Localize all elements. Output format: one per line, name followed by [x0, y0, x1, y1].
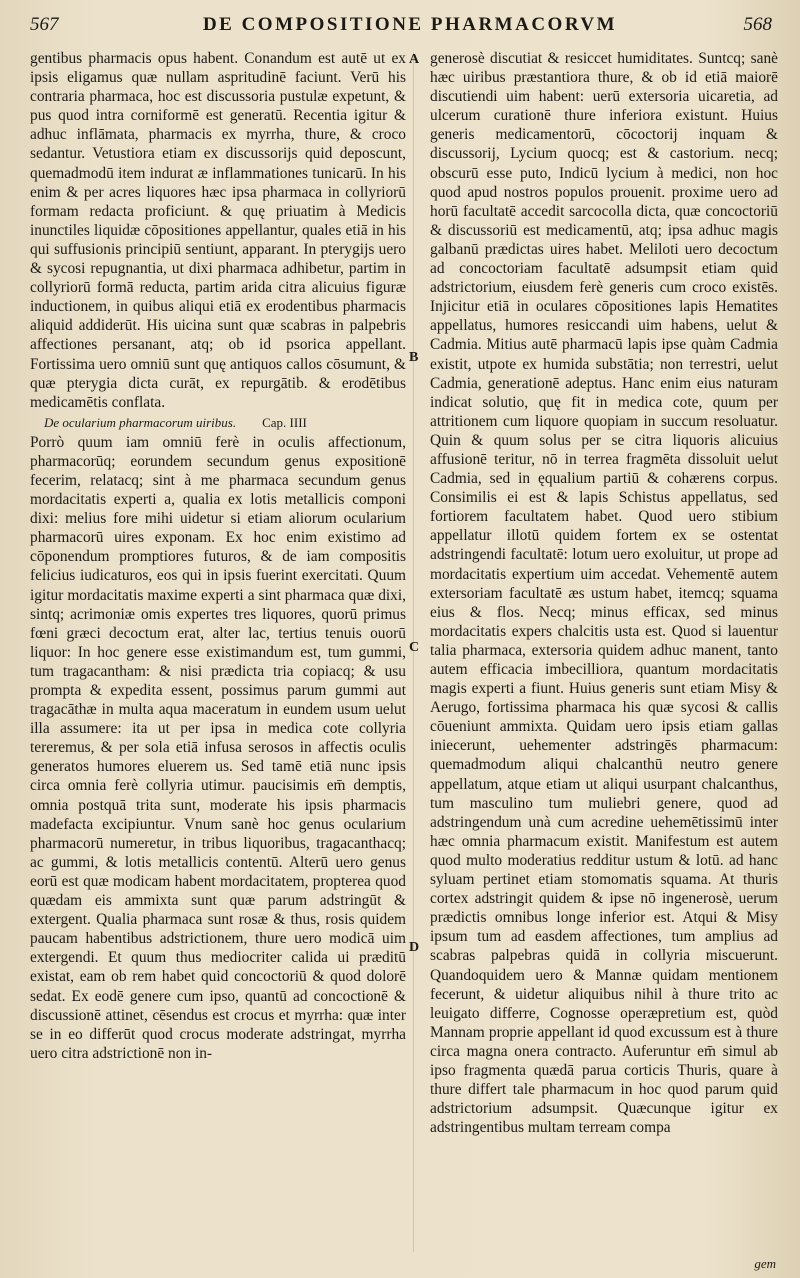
catchword: gem — [754, 1256, 776, 1271]
running-title: DE COMPOSITIONE PHARMACORVM — [202, 14, 618, 35]
margin-letter-c: C — [409, 640, 420, 655]
chapter-title: De ocularium pharmacorum uiribus. — [44, 414, 237, 430]
chapter-heading — [30, 415, 406, 431]
margin-letter-a: A — [409, 52, 420, 67]
margin-letter-b: B — [409, 350, 419, 365]
right-column — [430, 49, 778, 1271]
body-paragraph: generosè discutiat & resiccet humiditates. Suntcq; sanè hæc uiribus præstantiora thure, & ob id etiā maiorē discutiendi uim habent: uerū extersoria uicaretia, ad ulcerum curationē thure inferiora existunt. Huius generis medicamentorū, cōcoctorij inquam & discussorij, Lycium quocq; est & castorium. necq; obscurū esse puto, Indicū lycium à medici, non hoc quod apud nostros populos prouenit. proxime uero ad horū facultatē accedit sarcocolla dicta, quæ concoctoriū & discussoriū est medicamentū, atq; ipsa adhuc magis galbanū prædictas uires habet. Meliloti uero decoctum ad concoctoriam facultatē adsumpsit etiam quid adstrictorium, eiusdem ferè generis cum croco existēs. Injicitur etiā in oculares cōpositiones lapis Hematites appellatus, humores resiccandi uim habens, uelut & Cadmia. Mitius autē pharmacū lapis ipse quàm Cadmia existit, utpote ex humida substātia; non terrestri, uelut Cadmia, generationē adeptus. Hanc enim eius naturam indicat solutio, quę fit in medica cote, quum per attritionem cum liquore quopiam in succum resoluatur. Quin & quum solus per se citra liquoris alicuius affusionē teritur, nō in terrea fragmēta dissoluit uelut Cadmia, sed in ęqualium partiū & cohærens corpus. Consimilis ei est & lapis Schistus appellatus, sed fortiorem facultatem habet. Quod uero stibium appellatur illotū quidem fortem ex se ostentat adstringendi facultatē: lotum uero exoluitur, ut prope ad mordacitatis expertium uim accedat. Vehementē autem extersoriam facultatē æs ustum habet, itemcq; squama eius & flos. Necq; minus efficax, sed minus mordacitatis expers chalcitis usta est. Quod si lauentur talia pharmaca, extersoria quidem adhuc manent, tanto autem efficacia imbecilliora, quantum mordacitatis magis experti a fiunt. Huius generis sunt etiam Misy & Aerugo, fortissima pharmaca his quæ sycosi & callis cōueniunt ammixta. Quidam uero ipsis etiam gallas iniecerunt, uehementer adstringēs pharmacum: quemadmodum aliqui chalcanthū neutro genere appellatum, atque etiam ut aliqui usurpant chalcanthus, tum masculino tum muliebri genere, quod ad adstringendum unà cum acredine uehemētissimū inter hæc omnia pharmacum existit. Manifestum est autem quod multo moderatius redditur ustum & lotū. ad hanc syluam pertinet etiam stomomatis squama. At thuris cortex adstringit quidem & ipse nō ingenerosè, uerum prædictis omnibus longe inferior est. Atqui & Misy ipsum tum ad easdem affectiones, tum amplius ad scabras palpebras quidā in collyria miscuerunt. Quandoquidem uero & Mannæ quidam mentionem fecerunt, & uidetur aliquibus nihil à thure trito ac leuigato differre, Cognosse operæpretium est, quòd Mannam proprie appellant id quod excussum est à thure circa magna onera contracto. Auferuntur em̄ simul ab ipso fragmenta quædā parua corticis Thuris, quare à thure differt tale pharmacum in hoc quod parum quid adstrictorium adsumpsit. Quæcunque igitur ex adstringentibus multam terream compa — [430, 50, 778, 1137]
body-paragraph: gentibus pharmacis opus habent. Conandum est autē ut ex ipsis eligamus quæ nullam aspritudinē faciunt. Verū his contraria pharmaca, hoc est discussoria pustulæ expetunt, & pus quod intra corniformē est generatū. Recentia igitur & adhuc inflāmata, pharmacis ex myrrha, thure, & croco sedantur. Vetustiora etiam ex discussorijs quid deposcunt, quemadmodū item indurat æ inflammationes tunicarū. In his enim & per acres liquores hæc ipsa pharmaca in collyriorū formam redacta proficiunt. & quę priuatim à Medicis inunctiles liquidæ cōpositiones appellantur, quales etiā in his qui suffusionis principiū sentiunt, apparant. In pterygijs uero & sycosi repugnantia, ut dixi pharmaca adhibetur, partim in collyriorū formā reducta, partim arida citra alicuius figuræ inductionem, in quibus aliqui etiā ex erodentibus pharmacis aliquid addiderūt. His uicina sunt quæ scabras in palpebris affectiones persanant, atq; ob id psorica appellant. Fortissima uero omniū sunt quę antiquos callos cōsumunt, & quæ pterygia dicta curāt, ex repurgātib. & erodētibus medicamētis conflata. — [30, 50, 406, 411]
margin-letter-d: D — [409, 940, 420, 955]
left-column — [30, 49, 406, 1271]
body-paragraph: Porrò quum iam omniū ferè in oculis affectionum, pharmacorūq; eorundem secundum genus expositionē fecerim, relatacq; sint à me pharmaca secundum genus mordacitatis experti a, qualia ex lotis metallicis componi dixi: melius fore mihi uidetur si etiam aliorum ocularium pharmacorū uires exponam. Ex hoc enim existimo ad cōponendum promptiores futuros, & de iam compositis felicius iudicaturos, eos qui in ipsis fuerint exercitati. Quum igitur mordacitatis maxime experti a sint pharmaca quæ dixi, sintq; acrimoniæ omis expertes tres liquores, quorū primus fœni græci decoctum erat, alter lac, tertius tenuis ouorū liquor: In hoc genere esse existimandum est, tum gummi, tum tragacantham: & nisi prædicta tria copiacq; & usu prompta & expedita essent, possimus parum gummi aut tragacāthæ in multa aqua maceratum in eundem usum uelut illa assumere: ita ut per ipsa in medica cote collyria tereremus, & per sola etiā infusa serosos in affectis oculis generatos humores eluerem us. Sed tamē etiā nunc ipsis circa omnia ferè collyria utimur. paucisimis em̄ demptis, omnia postquā trita sunt, moderate his ipsis pharmacis madefacta excipiuntur. Vnum sanè hoc genus ocularium pharmacorū numeretur, in tribus liquoribus, tragacanthacq; ac gummi, & lotis metallicis contentū. Alterū uero genus eorū est quæ modicam habent mordacitatem, propterea quod quædam eis ammixta sunt quæ parum adstringūt & extergent. Qualia pharmaca sunt rosæ & thus, rosis quidem paucam habentibus adstrictionem, thure uero modicā uim extergendi. Et quum thus mediocriter calida ui præditū existat, eam ob rem habet quid concoctoriū & quod dolorē sedat. Ex eodē genere cum ipso, quantū ad concoctionē & discussionē attinet, cēsendus est crocus et myrrha: quæ inter se in eo differūt quod crocus moderate adstringat, myrrha uero citra adstrictionē non in- — [30, 433, 406, 1062]
page-number-left: 567 — [30, 14, 59, 35]
chapter-number: Cap. IIII — [262, 414, 307, 430]
page-number-right: 568 — [743, 14, 772, 35]
running-header — [0, 0, 800, 46]
